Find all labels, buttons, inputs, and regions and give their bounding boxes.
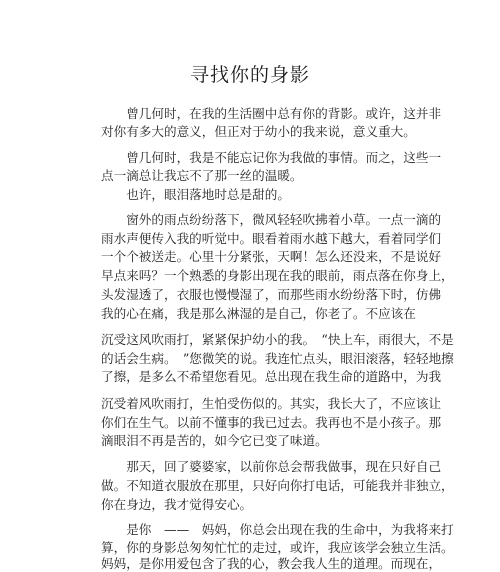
text-line: 你们在生气。以前不懂事的我已过去。我再也不是小孩子。那 bbox=[101, 415, 442, 430]
text-line: 你在身边，我才觉得安心。 bbox=[101, 497, 253, 512]
text-line: 算，你的身影总匆匆忙忙的走过，或许，我应该学会独立生活。 bbox=[101, 540, 454, 555]
text-line: 我的心在痛，我是那么淋湿的是自己，你老了。不应该在 bbox=[101, 306, 416, 321]
text-line: 头发湿透了，衣服也慢慢湿了，而那些雨水纷纷落下时，仿佛 bbox=[101, 287, 442, 302]
text-line: 妈妈，是你用爱包含了我的心，教会我人生的道理。而现在， bbox=[101, 556, 442, 571]
text-line: 雨水声便传入我的听觉中。眼看着雨水越下越大，看着同学们 bbox=[101, 231, 442, 246]
text-line: 一个个被送走。心里十分紧张，天啊！怎么还没来，不是说好 bbox=[101, 249, 442, 264]
text-line: 的话会生病。 ”您微笑的说。我连忙点头，眼泪滚落，轻轻地擦 bbox=[101, 351, 454, 366]
text-line: 也许，眼泪落地时总是甜的。 bbox=[101, 187, 290, 202]
text-line: 是你 —— 妈妈，你总会出现在我的生命中，为我将来打 bbox=[101, 522, 454, 537]
text-line: 点一滴总让我忘不了那一丝的温暖。 bbox=[101, 168, 303, 183]
text-line: 沉受这风吹雨打，紧紧保护幼小的我。 “快上车，雨很大，不是 bbox=[101, 332, 454, 347]
text-line: 了擦，是多么不希望您看见。总出现在我生命的道路中，为我 bbox=[101, 369, 442, 384]
text-line: 窗外的雨点纷纷落下，微风轻轻吹拂着小草。一点一滴的 bbox=[101, 212, 442, 227]
text-line: 滴眼泪不再是苦的，如今它已变了味道。 bbox=[101, 433, 328, 448]
text-line: 早点来吗？一个熟悉的身影出现在我的眼前，雨点落在你身上， bbox=[101, 268, 454, 283]
text-line: 沉受着风吹雨打，生怕受伤似的。其实，我长大了，不应该让 bbox=[101, 396, 442, 411]
text-line: 对你有多大的意义，但正对于幼小的我来说，意义重大。 bbox=[101, 124, 416, 139]
text-line: 做。不知道衣服放在那里，只好向你打电话，可能我并非独立， bbox=[101, 478, 454, 493]
text-line: 曾几何时，我是不能忘记你为我做的事情。而之，这些一 bbox=[101, 150, 442, 165]
document-title: 寻找你的身影 bbox=[189, 64, 310, 86]
text-line: 曾几何时，在我的生活圈中总有你的背影。或许，这并非 bbox=[101, 106, 442, 121]
text-line: 那天，回了婆婆家，以前你总会帮我做事，现在只好自己 bbox=[101, 459, 442, 474]
